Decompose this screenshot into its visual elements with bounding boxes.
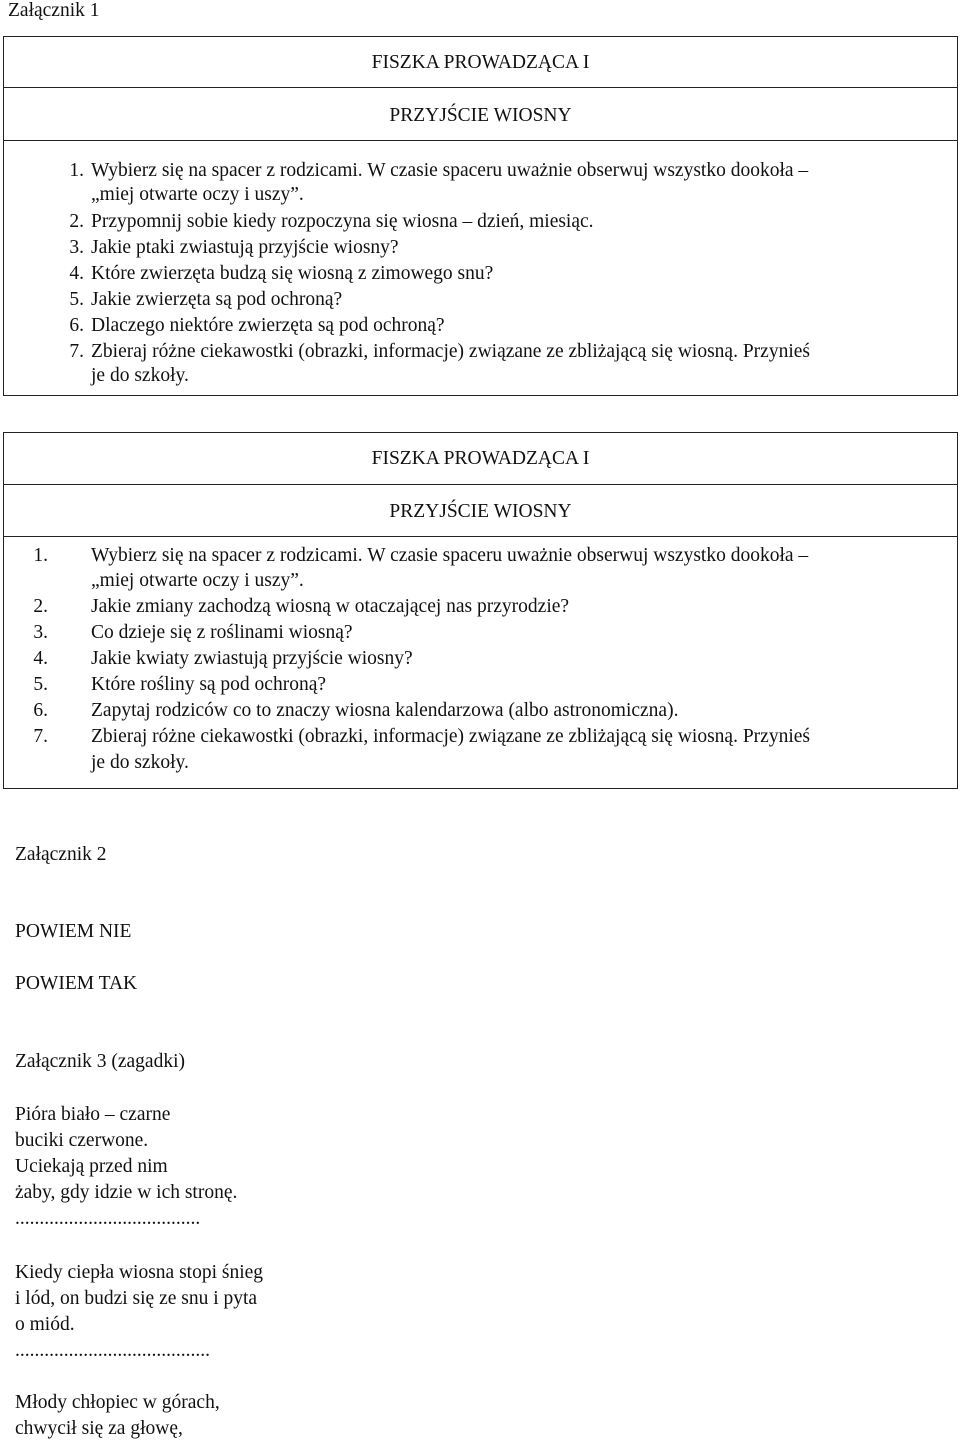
item-number: 3.: [33, 622, 48, 643]
teacher-card-2: [3, 432, 958, 789]
item-text: Zbieraj różne ciekawostki (obrazki, informacje) związane ze zbliżającą się wiosną. Przynieś: [91, 726, 810, 747]
annex-1-label: Załącznik 1: [8, 0, 100, 21]
item-number: 6.: [33, 700, 48, 721]
riddle-3-line: Młody chłopiec w górach,: [15, 1392, 220, 1413]
item-text: Wybierz się na spacer z rodzicami. W czasie spaceru uważnie obserwuj wszystko dookoła –: [91, 545, 809, 566]
item-number: 3.: [69, 237, 84, 258]
item-text: Które zwierzęta budzą się wiosną z zimowego snu?: [91, 263, 494, 284]
card-2-task-list: [4, 537, 957, 787]
riddle-2-line: i lód, on budzi się ze snu i pyta: [15, 1288, 258, 1309]
riddle-2-answer-blank: ........................................: [15, 1340, 210, 1361]
item-text: Jakie zmiany zachodzą wiosną w otaczającej nas przyrodzie?: [91, 596, 570, 617]
item-text: Przypomnij sobie kiedy rozpoczyna się wiosna – dzień, miesiąc.: [91, 211, 594, 232]
item-number: 1.: [69, 160, 84, 181]
item-number: 6.: [69, 315, 84, 336]
answer-no: POWIEM NIE: [15, 921, 132, 942]
answer-yes: POWIEM TAK: [15, 973, 138, 994]
item-text: je do szkoły.: [91, 365, 189, 386]
item-number: 4.: [69, 263, 84, 284]
item-text: Co dzieje się z roślinami wiosną?: [91, 622, 353, 643]
item-number: 1.: [33, 545, 48, 566]
riddle-1-line: Pióra biało – czarne: [15, 1104, 171, 1125]
annex-2-label: Załącznik 2: [15, 844, 107, 865]
item-text: Które rośliny są pod ochroną?: [91, 674, 327, 695]
item-text: Zbieraj różne ciekawostki (obrazki, informacje) związane ze zbliżającą się wiosną. Przynieś: [91, 341, 810, 362]
card-1-subtitle: PRZYJŚCIE WIOSNY: [4, 88, 957, 141]
item-number: 7.: [33, 726, 48, 747]
item-text: Jakie kwiaty zwiastują przyjście wiosny?: [91, 648, 413, 669]
item-text: Dlaczego niektóre zwierzęta są pod ochroną?: [91, 315, 445, 336]
item-text: Jakie zwierzęta są pod ochroną?: [91, 289, 343, 310]
annex-3-label: Załącznik 3 (zagadki): [15, 1051, 185, 1072]
riddle-2-line: o miód.: [15, 1314, 75, 1335]
item-text: „miej otwarte oczy i uszy”.: [91, 570, 304, 591]
card-2-subtitle: PRZYJŚCIE WIOSNY: [4, 485, 957, 537]
riddle-2-line: Kiedy ciepła wiosna stopi śnieg: [15, 1262, 264, 1283]
card-1-title: FISZKA PROWADZĄCA I: [4, 37, 957, 88]
card-2-title: FISZKA PROWADZĄCA I: [4, 433, 957, 485]
item-text: Jakie ptaki zwiastują przyjście wiosny?: [91, 237, 399, 258]
riddle-1-line: żaby, gdy idzie w ich stronę.: [15, 1182, 238, 1203]
riddle-1-line: Uciekają przed nim: [15, 1156, 168, 1177]
card-1-task-list: [4, 141, 957, 395]
item-text: Zapytaj rodziców co to znaczy wiosna kalendarzowa (albo astronomiczna).: [91, 700, 679, 721]
item-text: Wybierz się na spacer z rodzicami. W czasie spaceru uważnie obserwuj wszystko dookoła –: [91, 160, 809, 181]
riddle-1-answer-blank: ......................................: [15, 1208, 201, 1229]
item-text: je do szkoły.: [91, 752, 189, 773]
item-number: 2.: [33, 596, 48, 617]
teacher-card-1: [3, 36, 958, 396]
item-number: 5.: [33, 674, 48, 695]
riddle-3-line: chwycił się za głowę,: [15, 1418, 183, 1439]
item-text: „miej otwarte oczy i uszy”.: [91, 184, 304, 205]
item-number: 7.: [69, 341, 84, 362]
item-number: 5.: [69, 289, 84, 310]
item-number: 4.: [33, 648, 48, 669]
riddle-1-line: buciki czerwone.: [15, 1130, 149, 1151]
item-number: 2.: [69, 211, 84, 232]
